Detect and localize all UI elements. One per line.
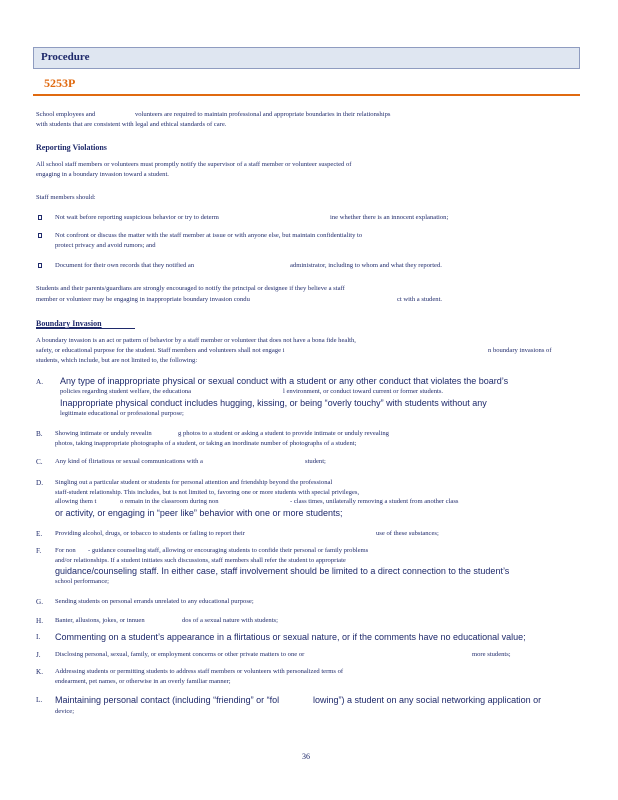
reporting-item-1b: ine whether there is an innocent explanation;	[330, 214, 449, 221]
item-h-line-1a: Banter, allusions, jokes, or innuen	[55, 617, 145, 624]
item-c-line-1b: student;	[305, 458, 326, 465]
reporting-heading: Reporting Violations	[36, 143, 107, 152]
item-d-line-4: or activity, or engaging in “peer like” behavior with one or more students;	[55, 508, 343, 518]
item-k-line-2: endearment, pet names, or otherwise in an overly familiar manner;	[55, 678, 231, 685]
item-a-line-4: legitimate educational or professional purpose;	[60, 410, 184, 417]
reporting-item-1a: Not wait before reporting suspicious behavior or try to determ	[55, 214, 219, 221]
intro-line-2: with students that are consistent with legal and ethical standards of care.	[36, 121, 227, 128]
item-i-line-1: Commenting on a student’s appearance in a flirtatious or sexual nature, or if the comments have no educational value;	[55, 632, 526, 642]
reporting-item-3b: administrator, including to whom and what they reported.	[290, 262, 442, 269]
reporting-p3b: member or volunteer may be engaging in inappropriate boundary invasion condu	[36, 296, 250, 303]
bullet-icon	[38, 215, 42, 220]
reporting-item-2c: protect privacy and avoid rumors; and	[55, 242, 156, 249]
item-letter: K.	[36, 668, 43, 676]
boundary-heading: Boundary Invasion	[36, 319, 102, 328]
header-title: Procedure	[41, 51, 90, 63]
item-letter: G.	[36, 598, 43, 606]
reporting-p1: All school staff members or volunteers must promptly notify the supervisor of a staff member or volunteer suspected of	[36, 161, 352, 168]
item-f-line-4: school performance;	[55, 578, 110, 585]
item-letter: B.	[36, 430, 43, 438]
item-j-line-1b: more students;	[472, 651, 511, 658]
item-l-line-1a: Maintaining personal contact (including “friending” or “fol	[55, 695, 280, 705]
item-b-line-2: photos, taking inappropriate photographs of a student, or taking an inordinate number of photographs of a student;	[55, 440, 357, 447]
item-f-line-3: guidance/counseling staff. In either case, staff involvement should be limited to a direct connection to the student’s	[55, 566, 510, 576]
item-k-line-1: Addressing students or permitting students to address staff members or volunteers with personalized terms of	[55, 668, 344, 675]
item-letter: I.	[36, 633, 41, 641]
item-c-line-1a: Any kind of flirtatious or sexual communications with a	[55, 458, 203, 465]
item-e-line-1a: Providing alcohol, drugs, or tobacco to students or failing to report their	[55, 530, 245, 537]
item-a-line-1: Any type of inappropriate physical or sexual conduct with a student or any other conduct that violates the board’s	[60, 376, 509, 386]
reporting-p2: engaging in a boundary invasion toward a student.	[36, 171, 169, 178]
item-d-line-3b: o remain in the classroom during non	[120, 498, 219, 505]
bullet-icon	[38, 233, 42, 238]
boundary-p2b: n boundary invasions of	[488, 347, 552, 354]
boundary-p3: students, which include, but are not limited to, the following:	[36, 357, 198, 364]
policy-code: 5253P	[44, 76, 76, 90]
reporting-p3a: Students and their parents/guardians are strongly encouraged to notify the principal or designee if they believe a staff	[36, 285, 345, 292]
item-l-line-1b: lowing”) a student on any social networking application or	[313, 695, 542, 705]
item-f-line-1a: For non	[55, 547, 76, 554]
reporting-item-3a: Document for their own records that they notified an	[55, 262, 195, 269]
page-number: 36	[302, 752, 310, 761]
item-d-line-3a: allowing them t	[55, 498, 97, 505]
procedure-header-bar	[33, 47, 580, 69]
item-letter: H.	[36, 617, 43, 625]
item-a-line-2a: policies regarding student welfare, the educationa	[60, 388, 192, 395]
item-e-line-1b: use of these substances;	[376, 530, 439, 537]
item-h-line-1b: dos of a sexual nature with students;	[182, 617, 278, 624]
item-letter: D.	[36, 479, 43, 487]
item-letter: A.	[36, 378, 43, 386]
boundary-heading-underline	[36, 328, 135, 329]
item-d-line-1: Singling out a particular student or students for personal attention and friendship beyond the professional	[55, 479, 333, 486]
item-d-line-2: staff-student relationship. This includes, but is not limited to, favoring one or more students with special privileges,	[55, 489, 360, 496]
boundary-p1: A boundary invasion is an act or pattern of behavior by a staff member or volunteer that does not have a bona fide health,	[36, 337, 356, 344]
item-letter: E.	[36, 530, 43, 538]
intro-line-1b: volunteers are required to maintain professional and appropriate boundaries in their relationships	[135, 111, 391, 118]
item-letter: L.	[36, 696, 43, 704]
boundary-p2a: safety, or educational purpose for the student. Staff members and volunteers shall not engage i	[36, 347, 285, 354]
item-d-line-3c: - class times, unilaterally removing a student from another class	[290, 498, 459, 505]
item-g-line-1: Sending students on personal errands unrelated to any educational purpose;	[55, 598, 254, 605]
header-divider	[33, 94, 580, 96]
item-l-line-2: device;	[55, 708, 75, 715]
item-letter: F.	[36, 547, 42, 555]
item-a-line-2b: l environment, or conduct toward current or former students.	[283, 388, 444, 395]
item-letter: C.	[36, 458, 43, 466]
bullet-icon	[38, 263, 42, 268]
item-b-line-1a: Showing intimate or unduly revealin	[55, 430, 152, 437]
reporting-p3c: ct with a student.	[397, 296, 443, 303]
item-f-line-2: and/or relationships. If a student initiates such discussions, staff members shall refer the student to appropriate	[55, 557, 346, 564]
reporting-item-2a: Not confront or discuss the matter with the staff member at issue or with anyone else, but maintain confidentiality to	[55, 232, 363, 239]
item-letter: J.	[36, 651, 41, 659]
item-j-line-1a: Disclosing personal, sexual, family, or employment concerns or other private matters to one or	[55, 651, 305, 658]
item-a-line-3: Inappropriate physical conduct includes hugging, kissing, or being “overly touchy” with students without any	[60, 398, 487, 408]
intro-line-1a: School employees and	[36, 111, 96, 118]
item-b-line-1b: g photos to a student or asking a student to provide intimate or unduly revealing	[178, 430, 389, 437]
item-f-line-1b: - guidance counseling staff, allowing or encouraging students to confide their personal or family problems	[88, 547, 369, 554]
staff-should: Staff members should:	[36, 194, 96, 201]
